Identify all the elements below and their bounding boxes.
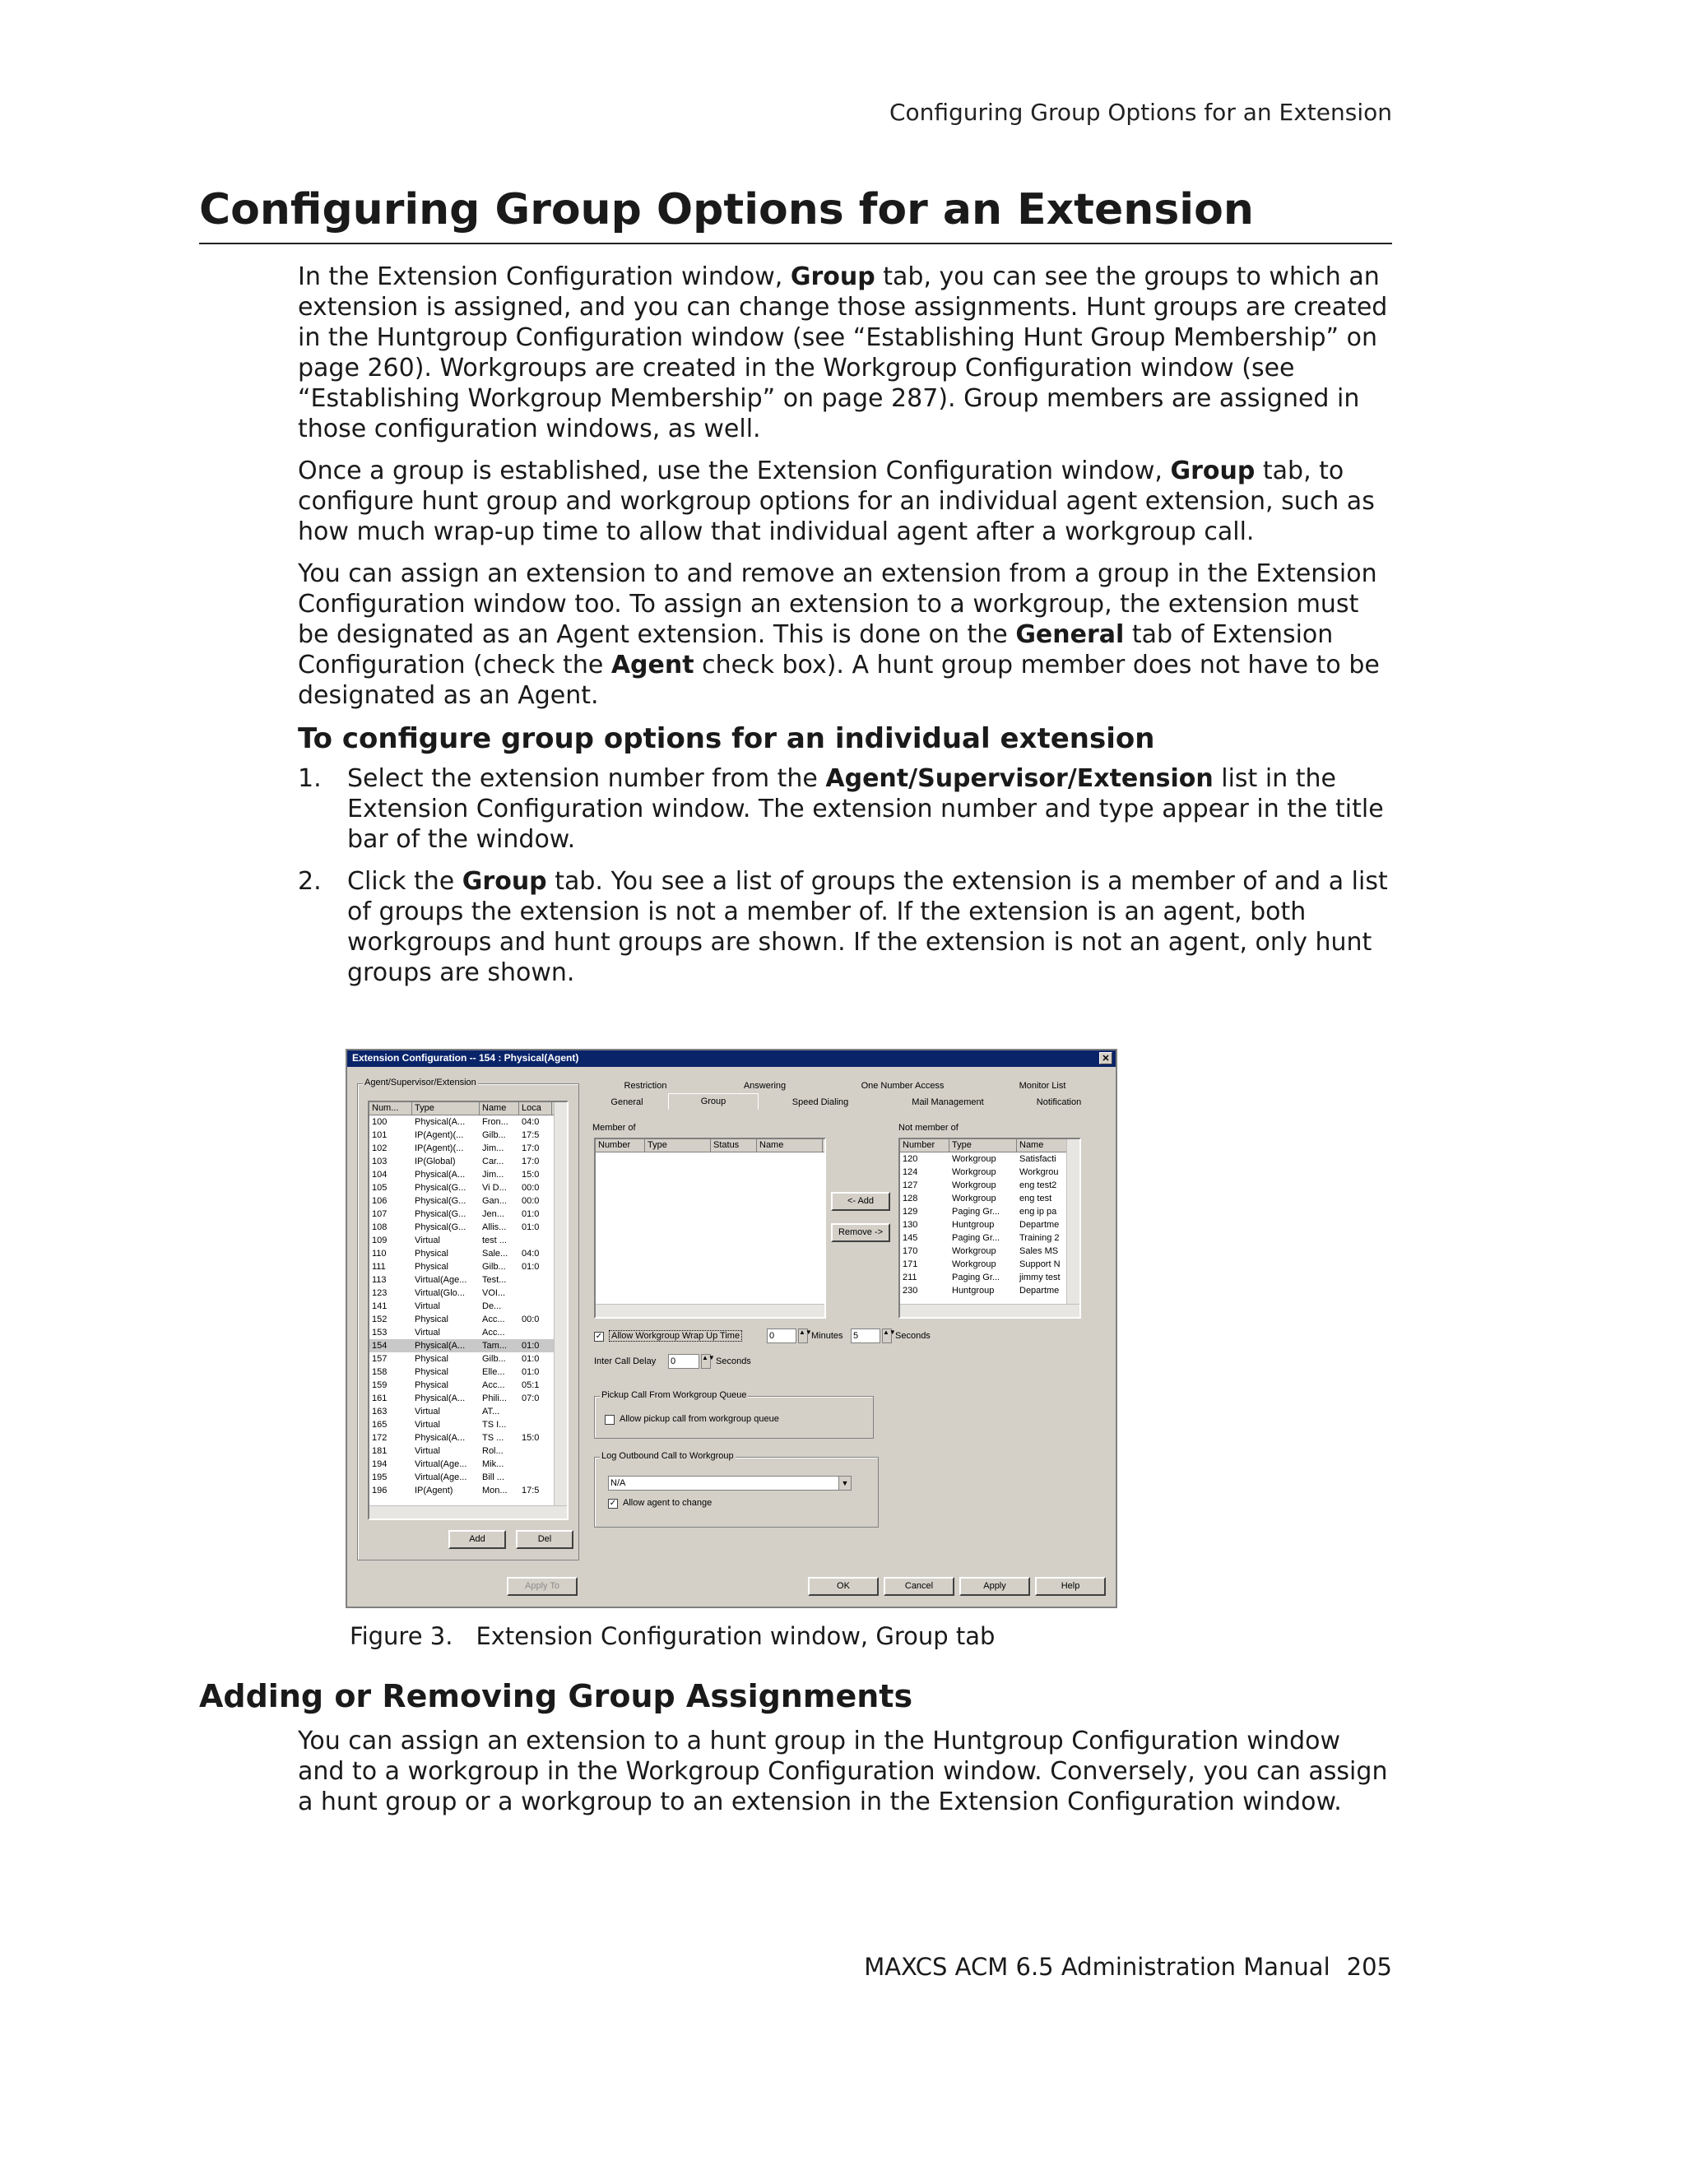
table-cell: Support N: [1019, 1259, 1061, 1269]
window-title: Extension Configuration -- 154 : Physical(Agent): [352, 1052, 579, 1064]
table-cell: Acc...: [482, 1380, 505, 1390]
agent-list[interactable]: [368, 1101, 569, 1520]
horizontal-scrollbar[interactable]: [900, 1304, 1079, 1317]
table-cell: 17:0: [522, 1157, 540, 1166]
table-cell: 127: [903, 1180, 918, 1190]
table-cell: 100: [372, 1117, 388, 1127]
tab-answering[interactable]: Answering: [743, 1081, 787, 1091]
table-cell: Physical: [415, 1249, 448, 1259]
del-button[interactable]: Del: [516, 1530, 573, 1549]
table-cell: TS I...: [482, 1420, 507, 1430]
wrap-up-checkbox[interactable]: ✓: [595, 1332, 603, 1341]
extension-config-window: [346, 1049, 1117, 1608]
not-member-of-label: Not member of: [898, 1123, 959, 1133]
table-cell: Gilb...: [482, 1354, 506, 1364]
table-cell: Workgrou: [1019, 1167, 1059, 1177]
table-cell: Physical(A...: [415, 1433, 466, 1443]
table-cell: Mik...: [482, 1459, 504, 1469]
table-cell: Physical(A...: [415, 1341, 466, 1351]
table-row[interactable]: [900, 1166, 1079, 1179]
table-cell: Departme: [1019, 1220, 1060, 1230]
log-outbound-groupbox-label: Log Outbound Call to Workgroup: [601, 1451, 734, 1461]
table-cell: 17:5: [522, 1130, 540, 1140]
table-cell: Virtual: [415, 1328, 440, 1338]
table-cell: Car...: [482, 1157, 504, 1166]
table-cell: Physical(G...: [415, 1222, 467, 1232]
table-cell: 154: [372, 1341, 388, 1351]
table-cell: 110: [372, 1249, 387, 1259]
table-cell: 211: [903, 1273, 917, 1282]
table-cell: 00:0: [522, 1315, 540, 1324]
table-cell: 105: [372, 1183, 388, 1193]
member-list-header: [596, 1139, 824, 1152]
table-cell: 109: [372, 1236, 388, 1245]
table-cell: Virtual(Age...: [415, 1459, 467, 1469]
table-cell: 165: [372, 1420, 388, 1430]
table-cell: 04:0: [522, 1249, 540, 1259]
table-cell: 01:0: [522, 1354, 540, 1364]
footer-text: MAXCS ACM 6.5 Administration Manual: [864, 1953, 1330, 1981]
table-cell: 161: [372, 1393, 388, 1403]
table-row[interactable]: [369, 1418, 567, 1431]
table-cell: 195: [372, 1472, 388, 1482]
minutes-label: Minutes: [811, 1331, 843, 1341]
tab-notification[interactable]: Notification: [1036, 1097, 1082, 1107]
table-cell: Jen...: [482, 1209, 504, 1219]
table-cell: Physical(A...: [415, 1170, 466, 1180]
table-cell: 01:0: [522, 1222, 540, 1232]
table-cell: Huntgroup: [952, 1220, 995, 1230]
page-footer: [864, 1953, 1392, 1981]
step-item: [298, 763, 1392, 855]
table-row[interactable]: [369, 1431, 567, 1444]
table-cell: Virtual(Glo...: [415, 1288, 465, 1298]
bold-term: Agent: [610, 651, 694, 679]
text-run: tab of Extension Configuration (check the: [298, 620, 1334, 679]
tab-restriction[interactable]: Restriction: [624, 1081, 667, 1091]
table-cell: Jim...: [482, 1170, 504, 1180]
table-row[interactable]: [369, 1458, 567, 1471]
table-row[interactable]: [900, 1179, 1079, 1192]
table-cell: 141: [372, 1301, 388, 1311]
table-cell: [519, 1326, 552, 1339]
table-cell: Acc...: [482, 1328, 505, 1338]
table-row[interactable]: [369, 1247, 567, 1260]
table-row[interactable]: [900, 1205, 1079, 1218]
tab-monitor-list[interactable]: Monitor List: [1019, 1081, 1066, 1091]
remove-from-group-button[interactable]: Remove ->: [831, 1223, 890, 1242]
log-outbound-select[interactable]: N/A: [608, 1476, 852, 1491]
vertical-scrollbar[interactable]: [1066, 1139, 1079, 1304]
table-cell: Workgroup: [952, 1194, 996, 1203]
wrap-seconds-field[interactable]: 5: [851, 1328, 880, 1343]
table-cell: Workgroup: [952, 1154, 996, 1164]
table-cell: 15:0: [522, 1433, 540, 1443]
table-cell: Physical: [415, 1354, 448, 1364]
section-paragraph: You can assign an extension to a hunt group in the Huntgroup Configuration window and to a workgroup in the Workgroup Configuration window. Conversely, you can assign a hunt group or a workgroup to an extension in the Extension Configuration window.: [298, 1727, 1388, 1816]
table-cell: IP(Global): [415, 1157, 456, 1166]
table-cell: 194: [372, 1459, 388, 1469]
wrap-seconds-spinner[interactable]: ▲▼: [882, 1328, 892, 1343]
table-cell: 152: [372, 1315, 388, 1324]
table-row[interactable]: [900, 1218, 1079, 1231]
table-cell: [519, 1287, 552, 1300]
table-row[interactable]: [369, 1155, 567, 1168]
log-outbound-groupbox: [594, 1451, 879, 1528]
table-cell: 123: [372, 1288, 388, 1298]
table-cell: Huntgroup: [952, 1286, 995, 1296]
table-cell: Physical(A...: [415, 1117, 466, 1127]
table-cell: TS ...: [482, 1433, 504, 1443]
table-cell: Sale...: [482, 1249, 508, 1259]
table-cell: IP(Agent)(...: [415, 1130, 464, 1140]
table-row[interactable]: [900, 1245, 1079, 1258]
table-cell: Gan...: [482, 1196, 507, 1206]
text-run: Select the extension number from the: [347, 764, 826, 793]
table-cell: 00:0: [522, 1183, 540, 1193]
not-member-list-header: [900, 1139, 1079, 1152]
table-cell: 172: [372, 1433, 388, 1443]
table-row[interactable]: [900, 1284, 1079, 1297]
table-row[interactable]: [369, 1129, 567, 1142]
table-row[interactable]: [900, 1231, 1079, 1245]
table-row[interactable]: [369, 1221, 567, 1234]
table-cell: eng ip pa: [1019, 1207, 1057, 1217]
table-cell: 17:0: [522, 1143, 540, 1153]
cancel-button[interactable]: Cancel: [884, 1577, 954, 1596]
table-cell: Physical: [415, 1315, 448, 1324]
pickup-groupbox-label: Pickup Call From Workgroup Queue: [601, 1390, 747, 1400]
inter-seconds-label: Seconds: [716, 1356, 751, 1366]
table-cell: Rol...: [482, 1446, 504, 1456]
table-cell: Workgroup: [952, 1167, 996, 1177]
table-row[interactable]: [369, 1326, 567, 1339]
agent-list-header: [369, 1102, 567, 1115]
procedure-steps: [298, 763, 1392, 988]
column-header[interactable]: Type: [412, 1102, 480, 1115]
table-cell: jimmy test: [1019, 1273, 1061, 1282]
table-cell: 15:0: [522, 1170, 540, 1180]
table-cell: 01:0: [522, 1367, 540, 1377]
figure-caption: [350, 1622, 995, 1650]
table-row[interactable]: [369, 1208, 567, 1221]
tab-one-number-access[interactable]: One Number Access: [861, 1081, 945, 1091]
table-cell: Physical: [415, 1262, 448, 1272]
table-cell: Physical(A...: [415, 1393, 466, 1403]
member-of-list[interactable]: [594, 1138, 826, 1319]
table-cell: 159: [372, 1380, 388, 1390]
column-header[interactable]: Name: [757, 1139, 823, 1152]
table-cell: 00:0: [522, 1196, 540, 1206]
pickup-groupbox: [594, 1390, 874, 1439]
window-titlebar: [347, 1050, 1116, 1067]
table-cell: Virtual(Age...: [415, 1275, 467, 1285]
table-cell: Virtual: [415, 1236, 440, 1245]
chevron-down-icon[interactable]: ▼: [838, 1476, 852, 1491]
table-cell: 196: [372, 1486, 388, 1495]
table-cell: 170: [903, 1246, 918, 1256]
table-cell: Satisfacti: [1019, 1154, 1056, 1164]
agent-groupbox-label: Agent/Supervisor/Extension: [364, 1078, 476, 1087]
table-cell: [519, 1300, 552, 1313]
table-cell: [519, 1234, 552, 1247]
table-cell: Gilb...: [482, 1130, 506, 1140]
table-cell: Bill ...: [482, 1472, 504, 1482]
text-run: tab, to configure hunt group and workgroup options for an individual agent extension, such as how much wrap-up time to allow that individual agent after a workgroup call.: [298, 457, 1375, 546]
table-cell: 108: [372, 1222, 388, 1232]
table-row[interactable]: [900, 1192, 1079, 1205]
table-cell: 163: [372, 1407, 388, 1417]
table-cell: 05:1: [522, 1380, 540, 1390]
seconds-label: Seconds: [895, 1331, 931, 1341]
table-cell: 101: [372, 1130, 388, 1140]
table-row[interactable]: [900, 1152, 1079, 1166]
table-cell: Virtual: [415, 1407, 440, 1417]
table-cell: test ...: [482, 1236, 507, 1245]
table-cell: [519, 1458, 552, 1471]
allow-change-label: Allow agent to change: [623, 1498, 713, 1508]
table-cell: Tam...: [482, 1341, 507, 1351]
table-cell: Physical(G...: [415, 1209, 467, 1219]
page-number: 205: [1346, 1953, 1392, 1981]
table-cell: 145: [903, 1233, 918, 1243]
add-to-group-button[interactable]: <- Add: [831, 1192, 890, 1211]
agent-groupbox: [357, 1078, 579, 1560]
table-row[interactable]: [369, 1260, 567, 1273]
table-cell: Vi D...: [482, 1183, 507, 1193]
table-cell: [519, 1273, 552, 1287]
table-cell: Virtual: [415, 1420, 440, 1430]
column-header[interactable]: Num...: [369, 1102, 412, 1115]
table-cell: 01:0: [522, 1209, 540, 1219]
column-header[interactable]: Name: [480, 1102, 519, 1115]
table-cell: Sales MS: [1019, 1246, 1059, 1256]
table-cell: 171: [903, 1259, 918, 1269]
text-run: You can assign an extension to and remove an extension from a group in the Extension Configuration window too. To assign an extension to a workgroup, the extension must be designated as an Agent extension. This is done on the: [298, 559, 1377, 649]
table-cell: Allis...: [482, 1222, 507, 1232]
table-cell: Physical(G...: [415, 1196, 467, 1206]
intro-paragraph-3: [298, 559, 1392, 711]
pickup-checkbox-label: Allow pickup call from workgroup queue: [620, 1414, 779, 1424]
tab-general[interactable]: General: [610, 1097, 643, 1107]
table-cell: 181: [372, 1446, 388, 1456]
table-cell: 04:0: [522, 1117, 540, 1127]
table-cell: Elle...: [482, 1367, 505, 1377]
table-row[interactable]: [369, 1142, 567, 1155]
section-body: [298, 1726, 1392, 1829]
table-row[interactable]: [369, 1313, 567, 1326]
step-number: 1.: [298, 764, 322, 793]
table-cell: Physical: [415, 1367, 448, 1377]
table-cell: VOI...: [482, 1288, 506, 1298]
text-run: check box). A hunt group member does not have to be designated as an Agent.: [298, 651, 1380, 710]
table-cell: [519, 1405, 552, 1418]
wrap-up-label: Allow Workgroup Wrap Up Time: [609, 1330, 742, 1342]
column-header[interactable]: Name: [1017, 1139, 1068, 1152]
procedure-heading: To configure group options for an individual extension: [298, 722, 1155, 755]
table-cell: Paging Gr...: [952, 1273, 1000, 1282]
table-row[interactable]: [369, 1366, 567, 1379]
step-number: 2.: [298, 867, 322, 896]
not-member-rows: [900, 1152, 1079, 1297]
table-row[interactable]: [369, 1115, 567, 1129]
table-row[interactable]: [369, 1471, 567, 1484]
table-row[interactable]: [369, 1234, 567, 1247]
bold-term: Group: [462, 867, 547, 896]
figure-caption-text: Extension Configuration window, Group tab: [476, 1622, 996, 1650]
table-cell: 124: [903, 1167, 918, 1177]
wrap-minutes-field[interactable]: 0: [767, 1328, 796, 1343]
inter-call-delay-label: Inter Call Delay: [594, 1356, 657, 1366]
table-cell: AT...: [482, 1407, 500, 1417]
close-icon[interactable]: ✕: [1099, 1052, 1112, 1064]
horizontal-scrollbar[interactable]: [369, 1505, 567, 1519]
table-cell: 107: [372, 1209, 388, 1219]
table-cell: [519, 1444, 552, 1458]
table-cell: Workgroup: [952, 1246, 996, 1256]
table-cell: Training 2: [1019, 1233, 1060, 1243]
table-cell: Virtual: [415, 1446, 440, 1456]
table-cell: Phili...: [482, 1393, 507, 1403]
table-cell: 230: [903, 1286, 918, 1296]
table-cell: De...: [482, 1301, 502, 1311]
table-cell: Acc...: [482, 1315, 505, 1324]
column-header[interactable]: Loca: [519, 1102, 552, 1115]
table-cell: 153: [372, 1328, 388, 1338]
table-cell: [519, 1418, 552, 1431]
table-cell: 113: [372, 1275, 387, 1285]
table-row[interactable]: [369, 1273, 567, 1287]
page-title: Configuring Group Options for an Extension: [199, 185, 1392, 244]
table-row[interactable]: [369, 1194, 567, 1208]
table-cell: 07:0: [522, 1393, 540, 1403]
table-cell: 157: [372, 1354, 388, 1364]
text-run: In the Extension Configuration window,: [298, 262, 791, 291]
wrap-minutes-spinner[interactable]: ▲▼: [798, 1328, 808, 1343]
inter-call-delay-spinner[interactable]: ▲▼: [701, 1354, 711, 1369]
horizontal-scrollbar[interactable]: [596, 1304, 824, 1317]
vertical-scrollbar[interactable]: [554, 1102, 567, 1505]
table-cell: Virtual(Age...: [415, 1472, 467, 1482]
text-run: list in the Extension Configuration window. The extension number and type appear in the title bar of the window.: [347, 764, 1384, 854]
bold-term: Group: [790, 262, 875, 291]
column-header[interactable]: Number: [596, 1139, 645, 1152]
table-cell: Workgroup: [952, 1259, 996, 1269]
table-cell: 120: [903, 1154, 918, 1164]
table-row[interactable]: [900, 1271, 1079, 1284]
text-run: Click the: [347, 867, 462, 896]
text-run: Once a group is established, use the Extension Configuration window,: [298, 457, 1171, 485]
table-cell: 128: [903, 1194, 918, 1203]
section-heading: Adding or Removing Group Assignments: [199, 1678, 913, 1714]
table-cell: 103: [372, 1157, 388, 1166]
table-row[interactable]: [900, 1258, 1079, 1271]
tab-group[interactable]: Group: [668, 1093, 759, 1110]
running-head: Configuring Group Options for an Extension: [889, 99, 1392, 126]
table-cell: 129: [903, 1207, 918, 1217]
table-cell: IP(Agent): [415, 1486, 453, 1495]
table-cell: Jim...: [482, 1143, 504, 1153]
bold-term: Agent/Supervisor/Extension: [825, 764, 1214, 793]
table-cell: eng test: [1019, 1194, 1052, 1203]
column-header[interactable]: Type: [645, 1139, 711, 1152]
intro-paragraph-2: [298, 456, 1392, 547]
table-cell: 102: [372, 1143, 388, 1153]
table-row[interactable]: [369, 1392, 567, 1405]
table-row[interactable]: [369, 1379, 567, 1392]
add-button[interactable]: Add: [448, 1530, 506, 1549]
table-row[interactable]: [369, 1484, 567, 1497]
intro-section: [298, 262, 1392, 999]
table-row[interactable]: [369, 1181, 567, 1194]
agent-rows: [369, 1115, 567, 1497]
column-header[interactable]: Number: [900, 1139, 949, 1152]
step-item: [298, 866, 1392, 988]
table-cell: 104: [372, 1170, 388, 1180]
table-cell: Workgroup: [952, 1180, 996, 1190]
intro-paragraph-1: [298, 262, 1392, 444]
table-cell: 106: [372, 1196, 388, 1206]
column-header[interactable]: Type: [949, 1139, 1017, 1152]
pickup-checkbox[interactable]: [605, 1415, 615, 1425]
tab-speed-dialing[interactable]: Speed Dialing: [791, 1097, 849, 1107]
inter-call-delay-field[interactable]: 0: [668, 1354, 699, 1369]
table-cell: Mon...: [482, 1486, 508, 1495]
table-cell: Physical(G...: [415, 1183, 467, 1193]
member-of-label: Member of: [592, 1123, 636, 1133]
text-run: tab. You see a list of groups the extension is a member of and a list of groups the extension is not a member of. If the extension is an agent, both workgroups and hunt groups are shown. If the extension is not an agent, only hunt groups are shown.: [347, 867, 1388, 987]
table-cell: Physical: [415, 1380, 448, 1390]
bold-term: Group: [1170, 457, 1256, 485]
not-member-of-list[interactable]: [898, 1138, 1081, 1319]
table-row[interactable]: [369, 1300, 567, 1313]
table-cell: 158: [372, 1367, 388, 1377]
table-row[interactable]: [369, 1287, 567, 1300]
table-cell: 111: [372, 1262, 386, 1272]
table-row[interactable]: [369, 1352, 567, 1366]
column-header[interactable]: Status: [711, 1139, 757, 1152]
help-button[interactable]: Help: [1035, 1577, 1106, 1596]
table-cell: 130: [903, 1220, 918, 1230]
table-row[interactable]: [369, 1405, 567, 1418]
table-cell: Test...: [482, 1275, 507, 1285]
tab-mail-management[interactable]: Mail Management: [912, 1097, 984, 1107]
bold-term: General: [1015, 620, 1125, 649]
apply-button[interactable]: Apply: [959, 1577, 1030, 1596]
table-row[interactable]: [369, 1444, 567, 1458]
table-cell: Virtual: [415, 1301, 440, 1311]
table-cell: IP(Agent)(...: [415, 1143, 464, 1153]
table-row[interactable]: [369, 1339, 567, 1352]
table-cell: 01:0: [522, 1262, 540, 1272]
table-cell: 01:0: [522, 1341, 540, 1351]
table-cell: 17:5: [522, 1486, 540, 1495]
table-row[interactable]: [369, 1168, 567, 1181]
table-cell: Gilb...: [482, 1262, 506, 1272]
apply-to-button[interactable]: Apply To: [507, 1577, 578, 1596]
table-cell: eng test2: [1019, 1180, 1057, 1190]
table-cell: Fron...: [482, 1117, 508, 1127]
text-run: tab, you can see the groups to which an extension is assigned, and you can change those assignments. Hunt groups are created in the Huntgroup Configuration window (see “Establishing Hunt Group Membership” on page 260). Workgroups are created in the Workgroup Configuration window (see “Establishing Workgroup Membership” on page 287). Group members are assigned in those configuration windows, as well.: [298, 262, 1388, 443]
table-cell: Paging Gr...: [952, 1233, 1000, 1243]
figure-label: Figure 3.: [350, 1622, 453, 1650]
ok-button[interactable]: OK: [808, 1577, 879, 1596]
allow-change-checkbox[interactable]: ✓: [609, 1499, 617, 1508]
table-cell: Paging Gr...: [952, 1207, 1000, 1217]
table-cell: Departme: [1019, 1286, 1060, 1296]
table-cell: [519, 1471, 552, 1484]
